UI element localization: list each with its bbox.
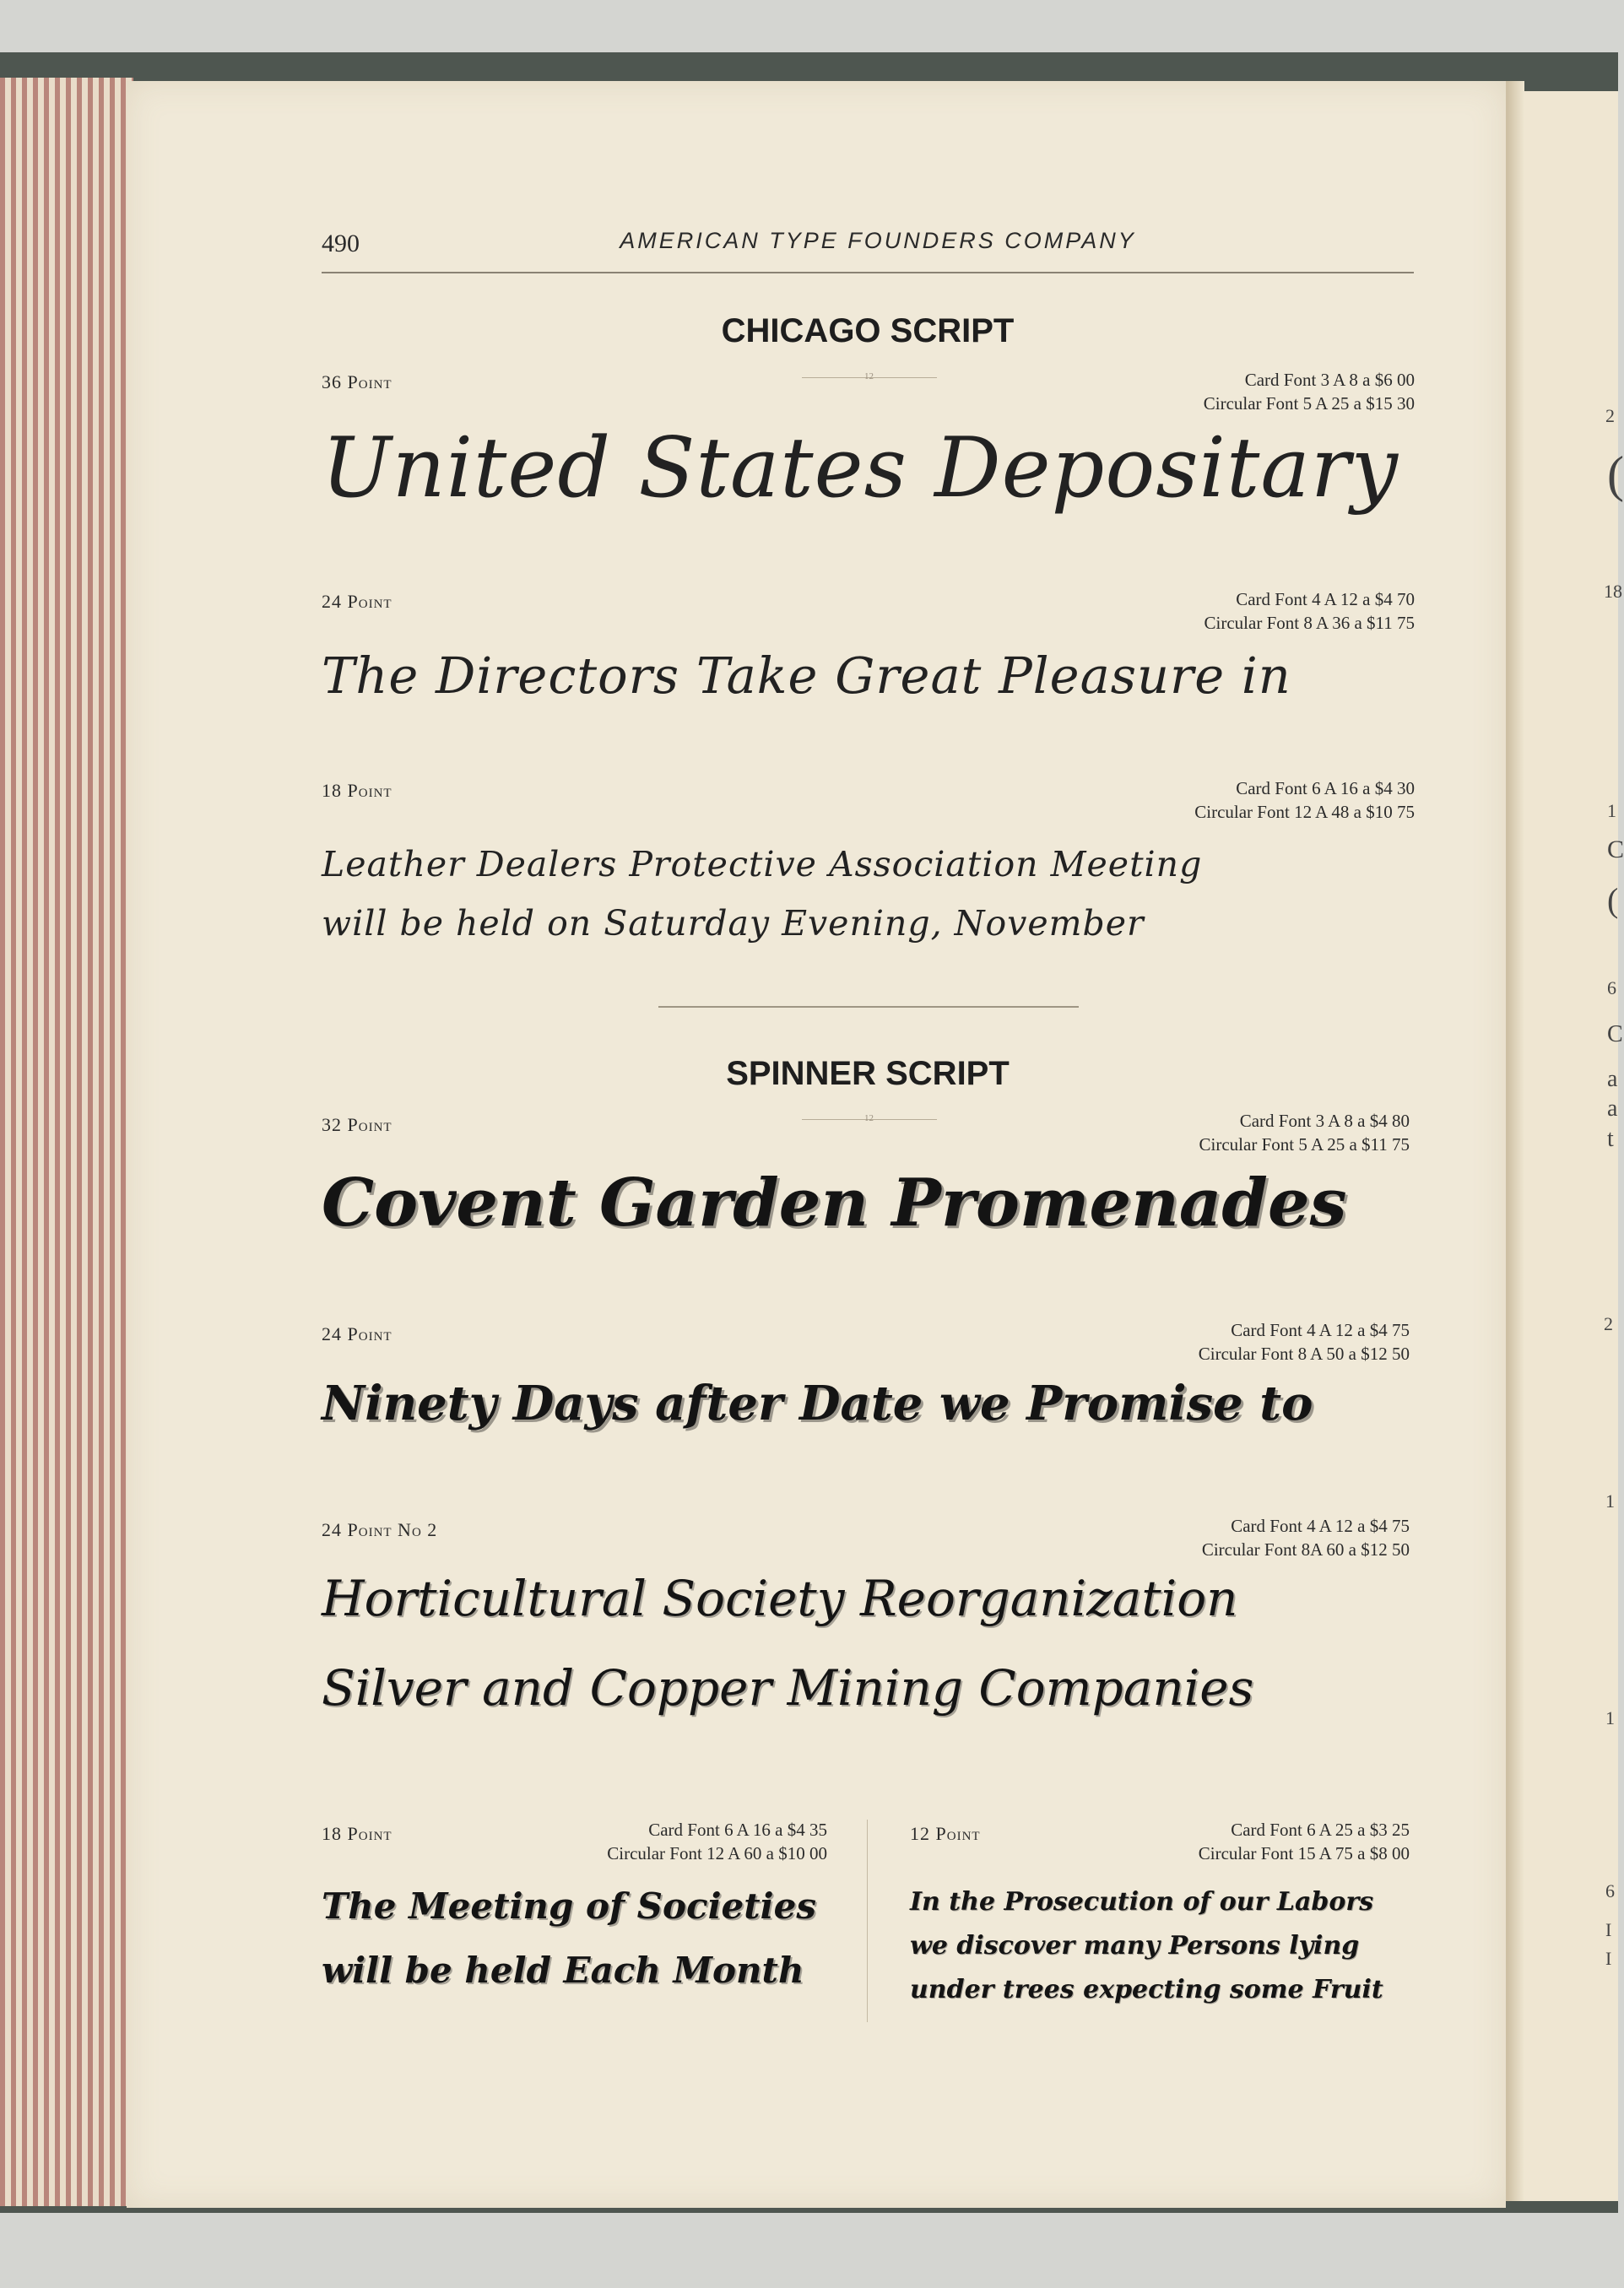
price-block <box>971 1514 1410 1561</box>
rule-mark: 12 <box>864 371 874 381</box>
facing-page-char: 2 <box>1604 1313 1613 1334</box>
card-font-price: Card Font 4 A 12 a $4 75 <box>1231 1320 1410 1340</box>
card-font-price: Card Font 3 A 8 a $6 00 <box>1244 370 1415 390</box>
facing-page-char: I <box>1605 1948 1612 1969</box>
rule-mark: 12 <box>864 1113 874 1123</box>
header-rule <box>322 272 1414 273</box>
specimen-line: The Meeting of Societies <box>322 1885 816 1927</box>
column-divider <box>867 1820 868 2022</box>
specimen-line: Silver and Copper Mining Companies <box>322 1659 1254 1717</box>
circular-font-price: Circular Font 5 A 25 a $11 75 <box>1199 1134 1410 1155</box>
circular-font-price: Circular Font 15 A 75 a $8 00 <box>1198 1843 1410 1863</box>
circular-font-price: Circular Font 5 A 25 a $15 30 <box>1203 393 1415 414</box>
facing-page-char: a <box>1607 1066 1618 1092</box>
point-size-label: 18 Point <box>322 1823 392 1844</box>
price-block <box>971 587 1415 635</box>
page-number: 490 <box>322 230 360 257</box>
point-size-label: 24 Point <box>322 591 392 612</box>
facing-page-char: ( <box>1607 881 1619 919</box>
section-title-spinner: SPINNER SCRIPT <box>726 1055 1010 1092</box>
facing-page-char: 1 <box>1605 1490 1615 1512</box>
facing-page-char: 1 <box>1607 800 1616 821</box>
facing-page-char: C <box>1607 1021 1623 1047</box>
circular-font-price: Circular Font 12 A 60 a $10 00 <box>607 1843 827 1863</box>
circular-font-price: Circular Font 12 A 48 a $10 75 <box>1194 802 1415 822</box>
card-font-price: Card Font 6 A 25 a $3 25 <box>1231 1820 1410 1840</box>
card-font-price: Card Font 6 A 16 a $4 35 <box>648 1820 827 1840</box>
facing-page <box>1519 91 1624 2201</box>
price-block <box>473 1818 827 1865</box>
specimen-line: Covent Garden Promenades <box>322 1165 1347 1241</box>
price-block <box>1055 1818 1410 1865</box>
specimen-line: will be held Each Month <box>322 1950 804 1991</box>
running-head: AMERICAN TYPE FOUNDERS COMPANY <box>620 228 1136 253</box>
specimen-line: In the Prosecution of our Labors <box>910 1887 1374 1917</box>
section-divider <box>658 1006 1079 1008</box>
facing-page-char: C <box>1607 836 1624 863</box>
section-title-chicago: CHICAGO SCRIPT <box>721 312 1015 349</box>
specimen-line: United States Depositary <box>322 420 1399 517</box>
price-block <box>971 776 1415 824</box>
facing-page-char: 6 <box>1605 1880 1615 1901</box>
facing-page-char: 6 <box>1607 977 1616 998</box>
circular-font-price: Circular Font 8 A 36 a $11 75 <box>1204 613 1415 633</box>
facing-page-char: a <box>1607 1095 1618 1122</box>
circular-font-price: Circular Font 8A 60 a $12 50 <box>1201 1539 1410 1560</box>
point-size-label: 24 Point <box>322 1323 392 1344</box>
specimen-line: The Directors Take Great Pleasure in <box>322 646 1291 705</box>
specimen-line: will be held on Saturday Evening, November <box>322 903 1145 944</box>
card-font-price: Card Font 4 A 12 a $4 70 <box>1236 589 1415 609</box>
facing-page-char: t <box>1607 1126 1614 1152</box>
price-block <box>971 1318 1410 1366</box>
specimen-line: Ninety Days after Date we Promise to <box>322 1376 1313 1431</box>
facing-page-char: ( <box>1607 446 1624 502</box>
specimen-line: Leather Dealers Protective Association Meeting <box>322 844 1203 884</box>
point-size-label: 32 Point <box>322 1114 392 1135</box>
specimen-line: we discover many Persons lying <box>910 1931 1360 1961</box>
price-block <box>971 368 1415 415</box>
facing-page-char: 1 <box>1605 1707 1615 1728</box>
page-edges <box>0 78 133 2206</box>
circular-font-price: Circular Font 8 A 50 a $12 50 <box>1198 1344 1410 1364</box>
point-size-label: 24 Point No 2 <box>322 1519 438 1540</box>
facing-page-char: 2 <box>1605 405 1615 426</box>
card-font-price: Card Font 4 A 12 a $4 75 <box>1231 1516 1410 1536</box>
facing-page-char: 18 <box>1604 581 1622 602</box>
specimen-line: under trees expecting some Fruit <box>910 1975 1383 2004</box>
point-size-label: 12 Point <box>910 1823 981 1844</box>
specimen-line: Horticultural Society Reorganization <box>322 1570 1238 1627</box>
card-font-price: Card Font 3 A 8 a $4 80 <box>1239 1111 1410 1131</box>
facing-page-char: I <box>1605 1919 1612 1940</box>
point-size-label: 18 Point <box>322 780 392 801</box>
point-size-label: 36 Point <box>322 371 392 392</box>
price-block <box>971 1109 1410 1156</box>
card-font-price: Card Font 6 A 16 a $4 30 <box>1236 778 1415 798</box>
